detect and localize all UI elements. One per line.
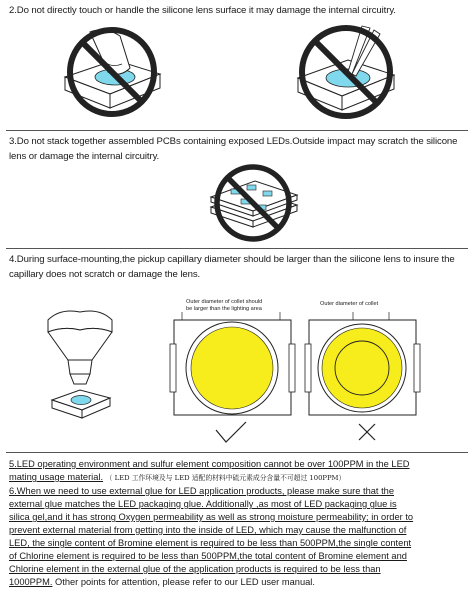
no-stack-icon — [203, 163, 303, 245]
divider — [6, 130, 468, 131]
section-6-line6: of Chlorine element is required to be less than 500PPM,the total content of Bromine element and — [9, 551, 407, 561]
section-6-line1: 6.When we need to use external glue for LED application products, please make sure that the — [9, 486, 395, 496]
section-6-line2: external glue matches the LED packaging glue. Additionally ,as most of LED packaging glue is — [9, 499, 397, 509]
right-caption: Outer diameter of collet — [320, 301, 379, 307]
no-touch-icon — [60, 22, 165, 122]
section-4-text-line1: 4.During surface-mounting,the pickup capillary diameter should be larger than the silicone lens to insure the — [9, 254, 455, 265]
section-5-text-cn: （ LED 工作环境及与 LED 适配的材料中硫元素成分含量不可超过 100PPM） — [105, 474, 346, 482]
led-top-view-wrong — [305, 312, 420, 417]
section-6 — [9, 485, 467, 589]
left-caption-line2: be larger than the lighting area — [186, 306, 262, 312]
section-6-line8-rest: Other points for attention, please refer to our LED user manual. — [52, 577, 315, 587]
divider — [6, 248, 468, 249]
section-5-text-en-line1: 5.LED operating environment and sulfur element composition cannot be over 100PPM in the LED — [9, 459, 410, 469]
section-6-line5: LED, the single content of Bromine element is required to be less than 500PPM,the single content — [9, 538, 412, 548]
section-6-line8-underlined: 1000PPM. — [9, 577, 53, 587]
cross-icon — [357, 422, 377, 442]
section-2-text: 2.Do not directly touch or handle the silicone lens surface it may damage the internal circuitry. — [9, 5, 396, 16]
section-5 — [9, 458, 467, 485]
sections-5-6 — [9, 458, 467, 589]
collet-icon — [40, 300, 120, 425]
section-3-text-line2: lens or damage the internal circuitry. — [9, 151, 160, 162]
check-icon — [214, 420, 248, 444]
section-4-text-line2: capillary does not scratch or damage the lens. — [9, 269, 201, 280]
section-6-line7: Chlorine element in the external glue of the application products is required to be less than — [9, 564, 381, 574]
no-tweezers-icon — [290, 20, 400, 125]
left-caption-line1: Outer diameter of collet should — [186, 299, 263, 305]
divider — [6, 452, 468, 453]
section-6-line4: prevent external material from getting into the inside of LED, which may cause the malfunction of — [9, 525, 407, 535]
section-5-text-en-line2: mating usage material. — [9, 472, 104, 482]
section-6-line3: silica gel,and it has strong Oxygen permeability as well as strong moisture permeability; in order to — [9, 512, 414, 522]
led-top-view-correct — [170, 312, 295, 417]
section-3-text-line1: 3.Do not stack together assembled PCBs containing exposed LEDs.Outside impact may scratch the silicone — [9, 136, 458, 147]
